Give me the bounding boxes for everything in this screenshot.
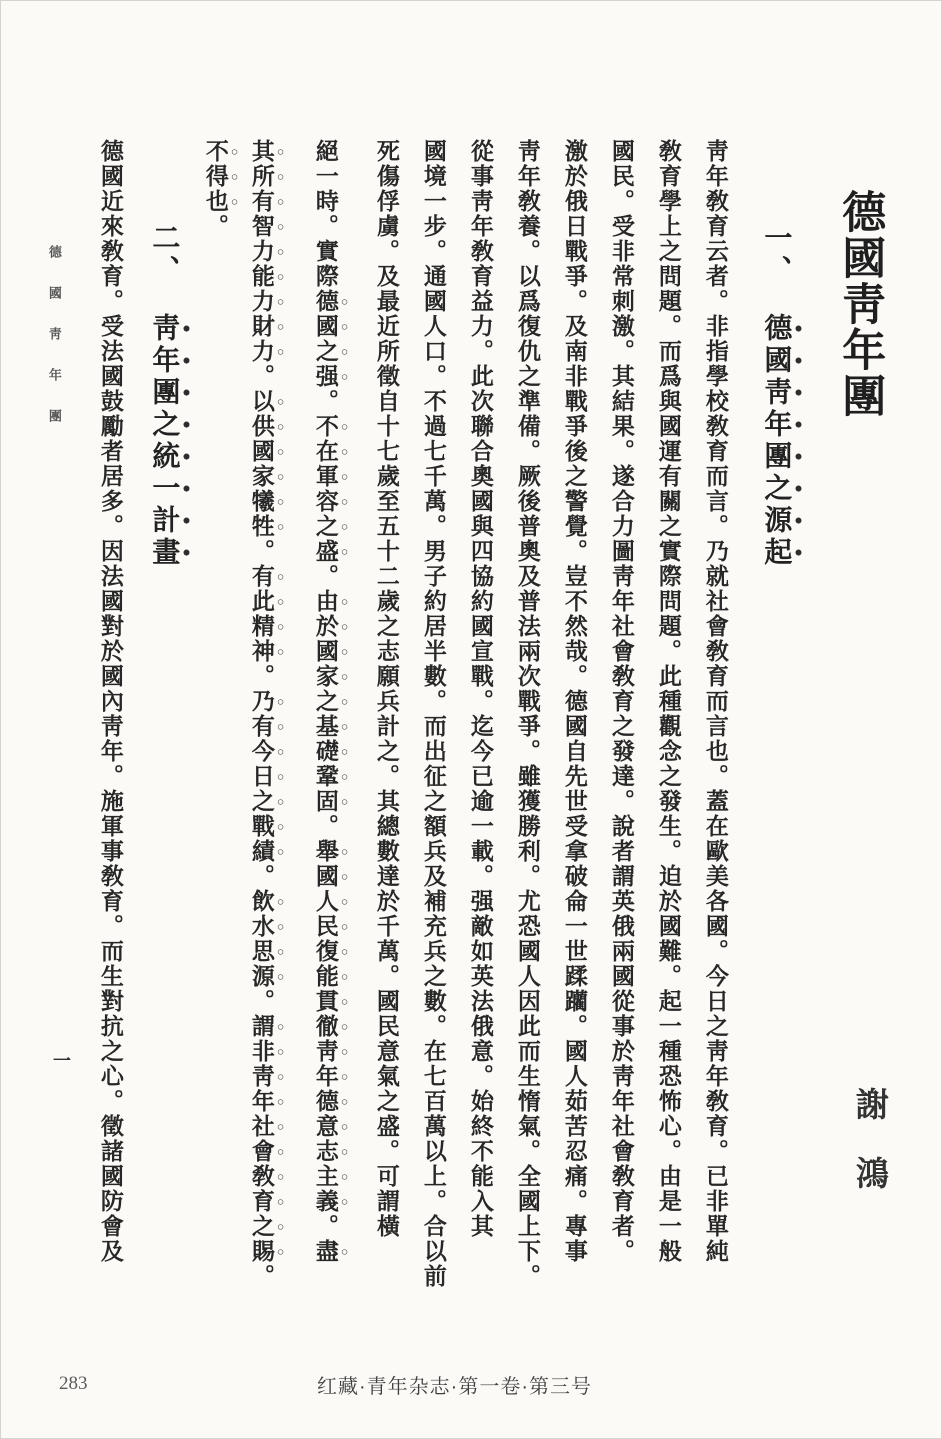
- text-column: 絕一時。實際德國之强。不在軍容之盛。由於國家之基礎鞏固。舉國人民復能貫徹靑年德意志主義。盡: [312, 139, 338, 1264]
- margin-running-title: 德國靑年團: [46, 245, 62, 450]
- text-column: 德國近來敎育。受法國鼓勵者居多。因法國對於國內靑年。施軍事敎育。而生對抗之心。徵諸國防會及: [97, 139, 123, 1264]
- section-1-heading: [757, 223, 806, 569]
- section-2-number: 二、: [148, 223, 180, 287]
- article-page-marker: 一: [53, 1051, 71, 1071]
- footer-source-caption: 红藏·青年杂志·第一卷·第三号: [317, 1376, 592, 1398]
- text-column: 其所有智力能力財力。以供國家犧牲。有此精神。乃有今日之戰績。飲水思源。謂非靑年社會敎育之賜。: [248, 139, 274, 1289]
- text-column: 從事靑年敎育益力。此次聯合奧國與四協約國宣戰。迄今已逾一載。强敵如英法俄意。始終不能入其: [467, 139, 493, 1239]
- author-name: 謝鴻: [850, 1087, 887, 1225]
- section-2-title: 靑年團之統一計畫: [148, 313, 180, 569]
- text-column: 靑年敎育云者。非指學校敎育而言。乃就社會敎育而言也。蓋在歐美各國。今日之靑年敎育。已非單純: [702, 139, 728, 1264]
- text-column: 敎育學上之問題。而爲與國運有關之實際問題。此種觀念之發生。迫於國難。起一種恐怖心。由是一般: [655, 139, 681, 1264]
- section-1-title: 德國靑年團之源起: [760, 313, 792, 569]
- text-column: 國境一步。通國人口。不過七千萬。男子約居半數。而出征之額兵及補充兵之數。在七百萬以上。合以前: [420, 139, 446, 1289]
- section-1-number: 一、: [760, 223, 792, 287]
- section-2-heading: [145, 223, 194, 569]
- text-column: 靑年敎養。以爲復仇之準備。厥後普奧及普法兩次戰爭。雖獲勝利。尤恐國人因此而生惰氣。全國上下。: [514, 139, 540, 1289]
- footer-page-number: 283: [59, 1373, 88, 1394]
- article-title: 德國靑年團: [835, 189, 885, 419]
- text-column: 死傷俘虜。及最近所徵自十七歲至五十二歲之志願兵計之。其總數達於千萬。國民意氣之盛。可謂橫: [373, 139, 399, 1239]
- text-column: 不得也。: [202, 139, 228, 239]
- text-column: 激於俄日戰爭。及南非戰爭後之警覺。豈不然哉。德國自先世受拿破侖一世蹂躪。國人茹苦忍痛。專事: [561, 139, 587, 1264]
- text-column: 國民。受非常刺激。其結果。遂合力圖靑年社會敎育之發達。說者謂英俄兩國從事於靑年社會敎育者。: [608, 139, 634, 1264]
